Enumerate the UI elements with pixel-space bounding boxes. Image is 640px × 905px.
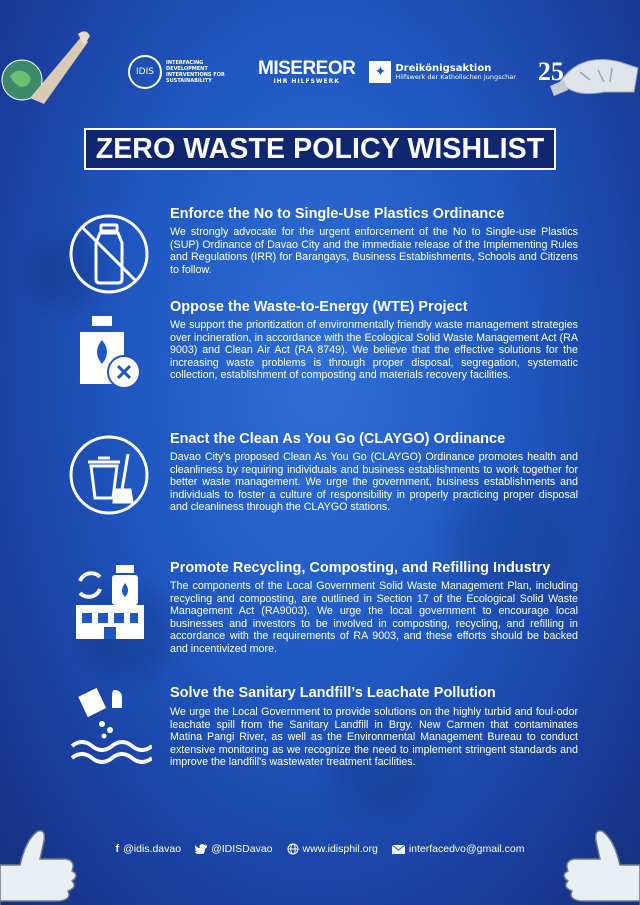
dka-logo-mark: ✦ [369, 61, 391, 83]
misereor-logo [258, 59, 355, 85]
email-link[interactable] [392, 843, 525, 855]
facebook-icon: f [115, 843, 120, 855]
recycling-refill-store-icon [66, 561, 152, 647]
dka-logo [369, 61, 516, 83]
item-5-body: We urge the Local Government to provide solutions on the highly turbid and foul-odor leachate spill from the Sanitary Landfill in Brgy. New Carmen that contaminates Matina Pangi River, as well as the Environmental Management Bureau to conduct extensive monitoring as we recognize the need to implement stringent standards and improve the landfill's wastewater treatment facilities. [170, 706, 578, 769]
website-url: www.idisphil.org [302, 843, 378, 855]
hand-holding-earth-icon [0, 28, 92, 108]
anniversary-25-logo: 25 [537, 57, 564, 86]
partner-logos [128, 52, 564, 92]
idis-logo-text: INTERFACING DEVELOPMENT INTERVENTIONS FOR SUSTAINABILITY [166, 60, 225, 84]
no-plastic-bottle-icon [66, 211, 152, 297]
misereor-logo-text: MISEREOR [258, 58, 356, 79]
facebook-handle: @idis.davao [123, 843, 182, 855]
email-icon [392, 845, 405, 854]
item-4-body: The components of the Local Government Solid Waste Management Plan, including recycling and composting, are outlined in Section 17 of the Ecological Solid Waste Management Act (RA9003). We urge the local government to encourage local businesses and investors to be involved in composting, recycling, and refilling in accordance with the requirements of RA 9003, and these efforts should be backed and incentivized more. [170, 580, 578, 655]
contact-footer [0, 843, 640, 855]
item-2-body: We support the prioritization of environmentally friendly waste management strategies over incineration, in accordance with the Ecological Solid Waste Management Act (RA 9003) and Clean Air Act (RA 8749). We believe that the effective solutions for the increasing waste problems is through proper disposal, segregation, systematic collection, establishment of composting and materials recovery facilities. [170, 319, 578, 382]
dka-logo-sub: Hilfswerk der Katholischen Jungschar [395, 73, 516, 81]
page-title: ZERO WASTE POLICY WISHLIST [84, 128, 557, 170]
website-link[interactable] [287, 843, 378, 855]
twitter-link[interactable] [195, 843, 272, 855]
facebook-link[interactable] [115, 843, 181, 855]
dka-logo-title: Dreikönigsaktion [395, 63, 492, 74]
twitter-handle: @IDISDavao [211, 843, 273, 855]
email-address: interfacedvo@gmail.com [408, 843, 525, 855]
item-5-heading: Solve the Sanitary Landfill’s Leachate Pollution [170, 685, 496, 701]
item-4-heading: Promote Recycling, Composting, and Refilling Industry [170, 560, 551, 576]
thumbs-up-left-icon [0, 815, 90, 905]
item-1-body: We strongly advocate for the urgent enforcement of the No to Single-use Plastics (SUP) Ordinance of Davao City and the immediate release of the Implementing Rules and Regulations (IRR) for Barangays, Business Establishments, Schools and Citizens to follow. [170, 226, 578, 276]
no-waste-to-energy-icon [66, 310, 152, 396]
misereor-logo-sub: IHR HILFSWERK [273, 78, 340, 85]
trash-bin-broom-icon [66, 432, 152, 518]
water-pollution-icon [66, 684, 152, 770]
item-3-heading: Enact the Clean As You Go (CLAYGO) Ordinance [170, 431, 506, 447]
item-2-heading: Oppose the Waste-to-Energy (WTE) Project [170, 299, 468, 315]
item-1-heading: Enforce the No to Single-Use Plastics Ordinance [170, 206, 505, 222]
globe-icon [287, 843, 299, 855]
idis-logo-mark: IDIS [128, 55, 162, 89]
thumbs-up-right-icon [550, 815, 640, 905]
idis-logo [128, 55, 244, 89]
item-3-body: Davao City's proposed Clean As You Go (CLAYGO) Ordinance promotes health and cleanliness by requiring individuals and business establishments to work together for better waste management. We urge the government, business establishments and individuals to foster a culture of responsibility in properly practicing proper disposal and cleanliness through the CLAYGO stations. [170, 451, 578, 514]
twitter-icon [195, 844, 207, 854]
